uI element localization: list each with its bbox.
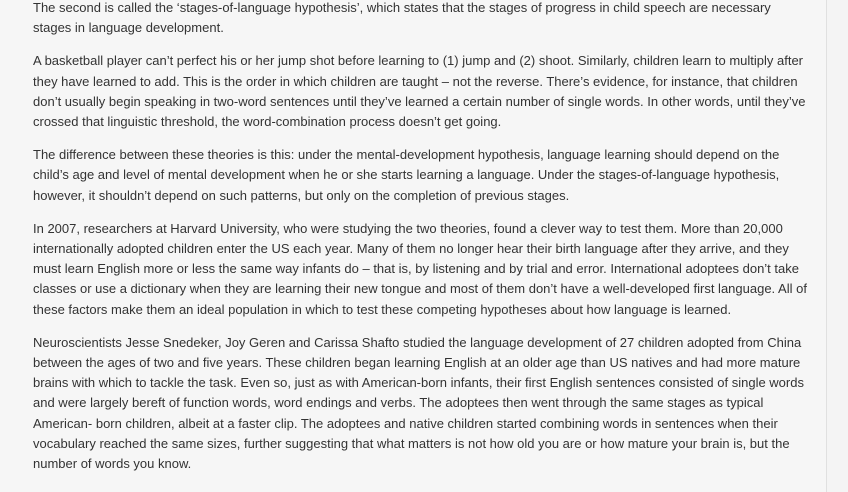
paragraph: A basketball player can’t perfect his or her jump shot before learning to (1) jump and (2) shoot. Similarly, children learn to multiply after they have learned to add. This is the order in which children are taught – not the reverse. There’s evidence, for instance, that children don’t usually begin speaking in two-word sentences until they’ve learned a certain number of single words. In other words, until they’ve crossed that linguistic threshold, the word-combination process doesn’t get going. bbox=[33, 53, 806, 130]
paragraph: In 2007, researchers at Harvard University, who were studying the two theories, found a clever way to test them. More than 20,000 internationally adopted children enter the US each year. Many of them no longer hear their birth language after they arrive, and they must learn English more or less the same way infants do – that is, by listening and by trial and error. International adoptees don’t take classes or use a dictionary when they are learning their new tongue and most of them don’t have a well-developed first language. All of these factors make them an ideal population in which to test these competing hypotheses about how language is learned. bbox=[33, 220, 807, 317]
reading-passage bbox=[33, 0, 811, 487]
paragraph: The second is called the ‘stages-of-language hypothesis’, which states that the stages of progress in child speech are necessary stages in language development. bbox=[33, 0, 771, 36]
paragraph: The difference between these theories is this: under the mental-development hypothesis, language learning should depend on the child’s age and level of mental development when he or she starts learning a language. Under the stages-of-language hypothesis, however, it shouldn’t depend on such patterns, but only on the completion of previous stages. bbox=[33, 147, 780, 203]
scroll-gutter[interactable] bbox=[827, 0, 848, 492]
paragraph: Neuroscientists Jesse Snedeker, Joy Geren and Carissa Shafto studied the language development of 27 children adopted from China between the ages of two and five years. These children began learning English at an older age than US natives and had more mature brains with which to tackle the task. Even so, just as with American-born infants, their first English sentences consisted of single words and were largely bereft of function words, word endings and verbs. The adoptees then went through the same stages as typical American- born children, albeit at a faster clip. The adoptees and native children started combining words in sentences when their vocabulary reached the same sizes, further suggesting that what matters is not how old you are or how mature your brain is, but the number of words you know. bbox=[33, 334, 804, 472]
